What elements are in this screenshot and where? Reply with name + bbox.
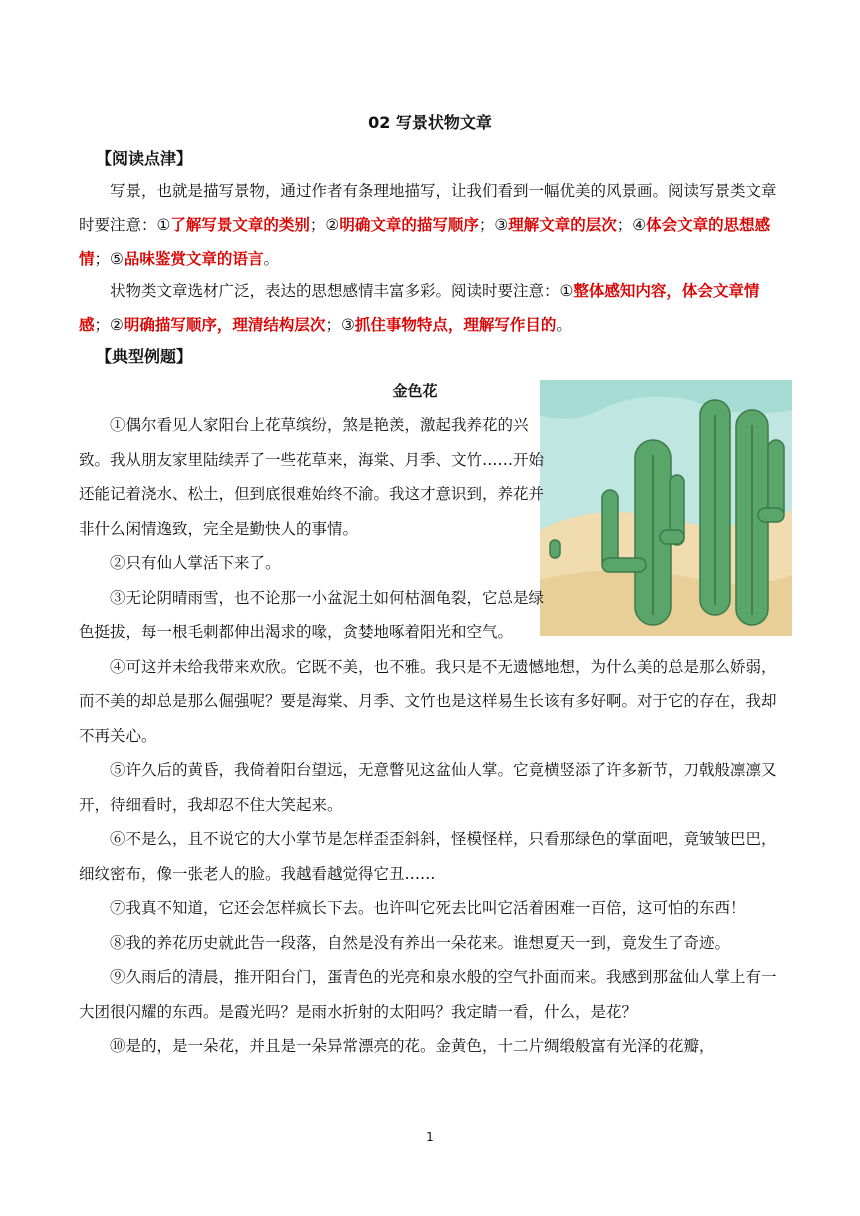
paragraph-scenery-tips xyxy=(79,174,783,276)
text-run: 。 xyxy=(263,250,279,268)
text-run: 写景，也就是描写景物，通过作者有条理地描写，让我们看到一幅优美的风景画。阅读写景类文章时要注意：① xyxy=(79,182,777,234)
text-run: 。 xyxy=(556,316,572,334)
text-run: 状物类文章选材广泛，表达的思想感情丰富多彩。阅读时要注意：① xyxy=(110,282,574,300)
story-paragraph: ⑦我真不知道，它还会怎样疯长下去。也许叫它死去比叫它活着困难一百倍，这可怕的东西！ xyxy=(110,899,746,917)
key-point: 品味鉴赏文章的语言 xyxy=(123,250,264,268)
story-body xyxy=(79,408,783,1064)
text-run: ；② xyxy=(94,316,124,334)
key-point: 明确描写顺序，理清结构层次 xyxy=(123,316,326,334)
key-point: 理解文章的层次 xyxy=(508,216,617,234)
key-point: 体会文章的思想感情 xyxy=(79,216,771,268)
section-heading-reading-tips: 【阅读点津】 xyxy=(96,149,193,168)
story-paragraph: ②只有仙人掌活下来了。 xyxy=(110,554,281,572)
story-paragraph: ③无论阴晴雨雪，也不论那一小盆泥土如何枯涸龟裂，它总是绿色挺拔，每一根毛刺都伸出渴求的喙，贪婪地啄着阳光和空气。 xyxy=(79,588,545,641)
key-point: 明确文章的描写顺序 xyxy=(339,216,479,234)
story-paragraph: ①偶尔看见人家阳台上花草缤纷，煞是艳羡，激起我养花的兴致。我从朋友家里陆续弄了一些花草来，海棠、月季、文竹……开始还能记着浇水、松土，但到底很难始终不渝。我这才意识到，养花并非什么闲情逸致，完全是勤快人的事情。 xyxy=(79,416,545,538)
text-run: ；④ xyxy=(616,216,647,234)
story-paragraph: ⑧我的养花历史就此告一段落，自然是没有养出一朵花来。谁想夏天一到，竟发生了奇迹。 xyxy=(110,933,731,952)
story-paragraph: ⑩是的，是一朵花，并且是一朵异常漂亮的花。金黄色，十二片绸缎般富有光泽的花瓣， xyxy=(110,1037,715,1055)
key-point: 了解写景文章的类别 xyxy=(170,216,310,234)
story-paragraph: ④可这并未给我带来欢欣。它既不美，也不雅。我只是不无遗憾地想，为什么美的总是那么娇弱，而不美的却总是那么倔强呢？要是海棠、月季、文竹也是这样易生长该有多好啊。对于它的存在，我却不再关心。 xyxy=(79,657,777,745)
page-title: 02 写景状物文章 xyxy=(368,113,492,132)
story-title: 金色花 xyxy=(392,382,438,400)
text-run: ；③ xyxy=(325,316,355,334)
story-paragraph: ⑤许久后的黄昏，我倚着阳台望远，无意瞥见这盆仙人掌。它竟横竖添了许多新节，刀戟般凛凛又开，待细看时，我却忍不住大笑起来。 xyxy=(79,761,777,814)
story-paragraph: ⑥不是么，且不说它的大小掌节是怎样歪歪斜斜，怪模怪样，只看那绿色的掌面吧，竟皱皱巴巴，细纹密布，像一张老人的脸。我越看越觉得它丑…… xyxy=(79,830,777,883)
section-heading-examples: 【典型例题】 xyxy=(96,347,193,366)
text-run: ；③ xyxy=(478,216,509,234)
story-paragraph: ⑨久雨后的清晨，推开阳台门，蛋青色的光亮和泉水般的空气扑面而来。我感到那盆仙人掌上有一大团很闪耀的东西。是霞光吗？是雨水折射的太阳吗？我定睛一看，什么，是花？ xyxy=(79,968,777,1021)
text-run: ；⑤ xyxy=(94,250,124,268)
key-point: 抓住事物特点，理解写作目的 xyxy=(354,316,557,334)
paragraph-object-tips xyxy=(79,274,783,342)
page-number: 1 xyxy=(426,1130,434,1144)
key-point: 整体感知内容，体会文章情感 xyxy=(79,282,760,334)
text-run: ；② xyxy=(309,216,340,234)
